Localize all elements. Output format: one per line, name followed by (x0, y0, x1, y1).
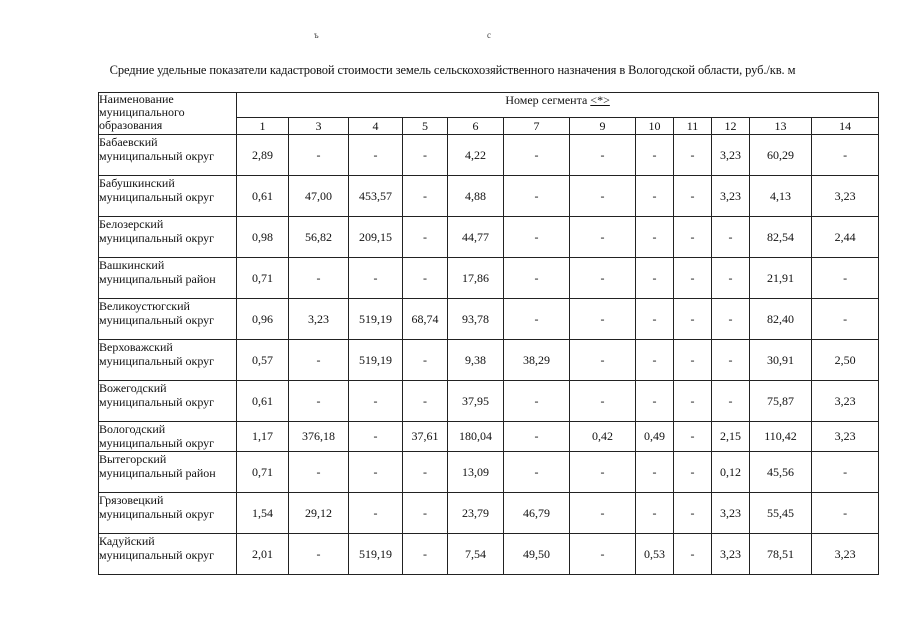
value-cell: - (570, 340, 636, 381)
value-cell: - (674, 135, 712, 176)
table-row (99, 217, 879, 258)
value-cell: - (570, 534, 636, 575)
municipality-name: Белозерский муниципальный округ (99, 217, 237, 258)
segment-column-header: 9 (570, 118, 636, 135)
value-cell: - (674, 299, 712, 340)
value-cell: - (570, 452, 636, 493)
value-cell: 82,54 (750, 217, 812, 258)
value-cell: 2,44 (812, 217, 879, 258)
segment-column-header: 4 (349, 118, 403, 135)
value-cell: - (504, 135, 570, 176)
value-cell: 3,23 (712, 176, 750, 217)
value-cell: - (636, 299, 674, 340)
segment-column-header: 6 (448, 118, 504, 135)
value-cell: - (289, 381, 349, 422)
segment-column-header: 7 (504, 118, 570, 135)
value-cell: - (712, 217, 750, 258)
value-cell: - (812, 452, 879, 493)
segment-header-label: Номер сегмента (505, 93, 588, 107)
value-cell: 4,88 (448, 176, 504, 217)
value-cell: 0,42 (570, 422, 636, 452)
value-cell: - (403, 381, 448, 422)
table-row (99, 135, 879, 176)
value-cell: 3,23 (289, 299, 349, 340)
scan-mark: с (487, 30, 491, 40)
value-cell: - (636, 176, 674, 217)
value-cell: 453,57 (349, 176, 403, 217)
value-cell: 46,79 (504, 493, 570, 534)
segment-column-header: 1 (237, 118, 289, 135)
value-cell: - (636, 452, 674, 493)
value-cell: 3,23 (812, 422, 879, 452)
municipality-name: Верховажский муниципальный округ (99, 340, 237, 381)
value-cell: 93,78 (448, 299, 504, 340)
value-cell: - (403, 452, 448, 493)
value-cell: 44,77 (448, 217, 504, 258)
scan-mark: ъ (314, 30, 319, 40)
value-cell: 3,23 (712, 534, 750, 575)
value-cell: 68,74 (403, 299, 448, 340)
value-cell: 30,91 (750, 340, 812, 381)
municipality-name: Бабаевский муниципальный округ (99, 135, 237, 176)
value-cell: 2,50 (812, 340, 879, 381)
value-cell: 13,09 (448, 452, 504, 493)
value-cell: - (504, 422, 570, 452)
value-cell: 1,54 (237, 493, 289, 534)
value-cell: - (812, 135, 879, 176)
value-cell: - (570, 176, 636, 217)
value-cell: - (674, 217, 712, 258)
value-cell: 209,15 (349, 217, 403, 258)
value-cell: 0,61 (237, 381, 289, 422)
segment-column-header: 3 (289, 118, 349, 135)
value-cell: - (504, 258, 570, 299)
value-cell: - (403, 534, 448, 575)
municipality-name: Грязовецкий муниципальный округ (99, 493, 237, 534)
value-cell: - (674, 258, 712, 299)
value-cell: 45,56 (750, 452, 812, 493)
value-cell: - (674, 176, 712, 217)
municipality-name: Бабушкинский муниципальный округ (99, 176, 237, 217)
value-cell: 37,95 (448, 381, 504, 422)
table-row (99, 452, 879, 493)
value-cell: 2,15 (712, 422, 750, 452)
value-cell: 0,71 (237, 452, 289, 493)
value-cell: 3,23 (712, 135, 750, 176)
value-cell: 519,19 (349, 299, 403, 340)
value-cell: - (289, 258, 349, 299)
value-cell: - (570, 381, 636, 422)
table-row (99, 299, 879, 340)
value-cell: - (289, 452, 349, 493)
value-cell: - (289, 340, 349, 381)
value-cell: 21,91 (750, 258, 812, 299)
value-cell: 110,42 (750, 422, 812, 452)
value-cell: 4,22 (448, 135, 504, 176)
table-row (99, 422, 879, 452)
value-cell: 3,23 (712, 493, 750, 534)
value-cell: - (349, 135, 403, 176)
value-cell: 47,00 (289, 176, 349, 217)
value-cell: 56,82 (289, 217, 349, 258)
segment-number-header (237, 93, 879, 118)
value-cell: - (403, 493, 448, 534)
municipality-name: Вожегодский муниципальный округ (99, 381, 237, 422)
value-cell: 3,23 (812, 534, 879, 575)
table-row (99, 176, 879, 217)
value-cell: - (504, 452, 570, 493)
table-row (99, 340, 879, 381)
value-cell: - (349, 493, 403, 534)
value-cell: 0,96 (237, 299, 289, 340)
value-cell: - (504, 176, 570, 217)
municipality-name: Вашкинский муниципальный район (99, 258, 237, 299)
municipality-name: Кадуйский муниципальный округ (99, 534, 237, 575)
value-cell: - (403, 217, 448, 258)
value-cell: 55,45 (750, 493, 812, 534)
segment-column-header: 13 (750, 118, 812, 135)
value-cell: 3,23 (812, 176, 879, 217)
segment-column-header: 11 (674, 118, 712, 135)
value-cell: - (504, 299, 570, 340)
value-cell: - (712, 381, 750, 422)
segment-column-header: 5 (403, 118, 448, 135)
footnote-ref: <*> (590, 93, 610, 107)
value-cell: - (504, 217, 570, 258)
value-cell: 37,61 (403, 422, 448, 452)
value-cell: - (349, 258, 403, 299)
value-cell: - (674, 381, 712, 422)
value-cell: - (636, 217, 674, 258)
value-cell: - (712, 340, 750, 381)
value-cell: - (570, 299, 636, 340)
value-cell: 0,49 (636, 422, 674, 452)
value-cell: 38,29 (504, 340, 570, 381)
document-title: Средние удельные показатели кадастровой стоимости земель сельскохозяйственного назначения в Вологодской области, руб./кв. м (109, 63, 796, 77)
value-cell: 1,17 (237, 422, 289, 452)
value-cell: - (636, 493, 674, 534)
value-cell: - (812, 493, 879, 534)
segment-column-header: 10 (636, 118, 674, 135)
municipality-name: Вытегорский муниципальный район (99, 452, 237, 493)
value-cell: 0,71 (237, 258, 289, 299)
value-cell: 0,98 (237, 217, 289, 258)
value-cell: 78,51 (750, 534, 812, 575)
value-cell: 0,61 (237, 176, 289, 217)
table-row (99, 493, 879, 534)
value-cell: - (636, 258, 674, 299)
value-cell: - (349, 422, 403, 452)
value-cell: 2,01 (237, 534, 289, 575)
value-cell: - (636, 135, 674, 176)
value-cell: - (403, 258, 448, 299)
value-cell: - (712, 299, 750, 340)
table-row (99, 381, 879, 422)
value-cell: 4,13 (750, 176, 812, 217)
value-cell: - (674, 340, 712, 381)
value-cell: - (636, 340, 674, 381)
table-row (99, 534, 879, 575)
value-cell: 519,19 (349, 534, 403, 575)
segment-column-header: 12 (712, 118, 750, 135)
value-cell: 75,87 (750, 381, 812, 422)
value-cell: 49,50 (504, 534, 570, 575)
value-cell: 9,38 (448, 340, 504, 381)
value-cell: 0,57 (237, 340, 289, 381)
value-cell: - (289, 135, 349, 176)
table-row (99, 258, 879, 299)
value-cell: - (504, 381, 570, 422)
value-cell: 3,23 (812, 381, 879, 422)
value-cell: - (570, 135, 636, 176)
value-cell: - (570, 217, 636, 258)
value-cell: 82,40 (750, 299, 812, 340)
value-cell: 0,12 (712, 452, 750, 493)
municipality-column-header: Наименование муниципального образования (99, 93, 237, 135)
value-cell: - (289, 534, 349, 575)
value-cell: 376,18 (289, 422, 349, 452)
value-cell: - (812, 299, 879, 340)
cadastral-value-table (98, 92, 879, 575)
segment-column-header: 14 (812, 118, 879, 135)
value-cell: 23,79 (448, 493, 504, 534)
value-cell: 0,53 (636, 534, 674, 575)
value-cell: - (674, 534, 712, 575)
value-cell: 180,04 (448, 422, 504, 452)
value-cell: - (812, 258, 879, 299)
value-cell: - (570, 258, 636, 299)
value-cell: - (712, 258, 750, 299)
municipality-name: Вологодский муниципальный округ (99, 422, 237, 452)
value-cell: - (403, 176, 448, 217)
value-cell: - (674, 422, 712, 452)
municipality-name: Великоустюгский муниципальный округ (99, 299, 237, 340)
value-cell: - (349, 381, 403, 422)
value-cell: - (674, 493, 712, 534)
value-cell: - (349, 452, 403, 493)
value-cell: - (636, 381, 674, 422)
value-cell: - (570, 493, 636, 534)
value-cell: - (403, 340, 448, 381)
value-cell: 7,54 (448, 534, 504, 575)
value-cell: 519,19 (349, 340, 403, 381)
value-cell: - (403, 135, 448, 176)
value-cell: 60,29 (750, 135, 812, 176)
value-cell: 29,12 (289, 493, 349, 534)
value-cell: 17,86 (448, 258, 504, 299)
value-cell: 2,89 (237, 135, 289, 176)
value-cell: - (674, 452, 712, 493)
